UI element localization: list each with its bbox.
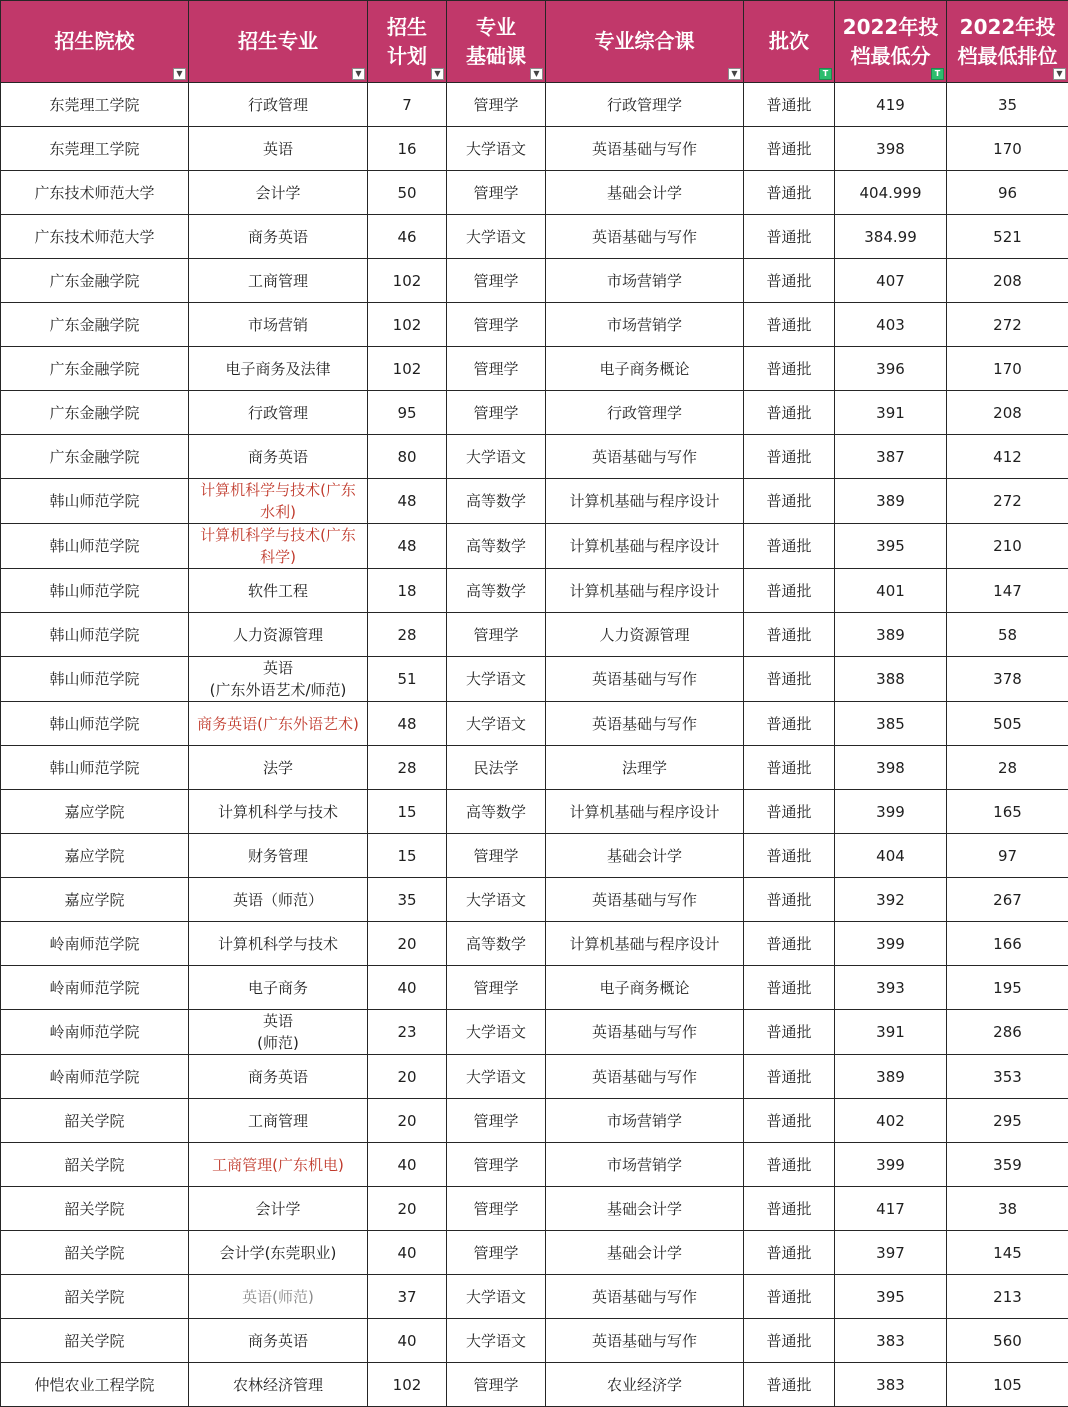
cell-major[interactable]: 财务管理 [189, 834, 368, 878]
cell-comprehensive-course[interactable]: 行政管理学 [546, 83, 744, 127]
cell-min-score[interactable]: 403 [835, 303, 947, 347]
cell-plan[interactable]: 35 [368, 878, 447, 922]
cell-min-rank[interactable]: 166 [947, 922, 1068, 966]
cell-school[interactable]: 岭南师范学院 [1, 966, 189, 1010]
cell-school[interactable]: 韩山师范学院 [1, 613, 189, 657]
cell-min-rank[interactable]: 359 [947, 1143, 1068, 1187]
table-header [1, 1, 1068, 83]
column-header-label: 批次 [746, 27, 832, 56]
cell-plan[interactable]: 40 [368, 1319, 447, 1363]
cell-batch[interactable]: 普通批 [744, 1143, 835, 1187]
cell-comprehensive-course[interactable]: 计算机基础与程序设计 [546, 569, 744, 613]
cell-min-rank[interactable]: 170 [947, 347, 1068, 391]
cell-min-rank[interactable]: 353 [947, 1055, 1068, 1099]
column-header-label: 专业 基础课 [449, 13, 543, 71]
table-row [1, 1187, 1068, 1231]
cell-batch[interactable]: 普通批 [744, 657, 835, 702]
cell-school[interactable]: 岭南师范学院 [1, 922, 189, 966]
cell-comprehensive-course[interactable]: 基础会计学 [546, 834, 744, 878]
table-row [1, 1319, 1068, 1363]
cell-comprehensive-course[interactable]: 英语基础与写作 [546, 1275, 744, 1319]
cell-batch[interactable]: 普通批 [744, 1187, 835, 1231]
cell-batch[interactable]: 普通批 [744, 303, 835, 347]
table-row [1, 215, 1068, 259]
cell-major[interactable]: 法学 [189, 746, 368, 790]
cell-min-rank[interactable]: 96 [947, 171, 1068, 215]
cell-major[interactable]: 市场营销 [189, 303, 368, 347]
cell-min-rank[interactable]: 170 [947, 127, 1068, 171]
cell-min-score[interactable]: 383 [835, 1319, 947, 1363]
cell-school[interactable]: 嘉应学院 [1, 878, 189, 922]
cell-min-score[interactable]: 399 [835, 922, 947, 966]
cell-min-score[interactable]: 396 [835, 347, 947, 391]
table-row [1, 127, 1068, 171]
filter-dropdown-icon[interactable]: ▼ [1053, 68, 1066, 80]
filter-dropdown-icon[interactable]: ▼ [352, 68, 365, 80]
table-row [1, 966, 1068, 1010]
cell-major[interactable]: 商务英语 [189, 1055, 368, 1099]
cell-min-score[interactable]: 398 [835, 127, 947, 171]
cell-school[interactable]: 广东技术师范大学 [1, 215, 189, 259]
cell-school[interactable]: 韩山师范学院 [1, 702, 189, 746]
table-row [1, 790, 1068, 834]
cell-batch[interactable]: 普通批 [744, 1363, 835, 1407]
cell-school[interactable]: 韶关学院 [1, 1319, 189, 1363]
cell-comprehensive-course[interactable]: 英语基础与写作 [546, 878, 744, 922]
cell-comprehensive-course[interactable]: 英语基础与写作 [546, 215, 744, 259]
cell-comprehensive-course[interactable]: 英语基础与写作 [546, 657, 744, 702]
cell-plan[interactable]: 20 [368, 1099, 447, 1143]
filter-dropdown-icon[interactable]: ▼ [530, 68, 543, 80]
cell-school[interactable]: 东莞理工学院 [1, 127, 189, 171]
cell-comprehensive-course[interactable]: 基础会计学 [546, 171, 744, 215]
cell-base-course[interactable]: 管理学 [447, 834, 546, 878]
table-body [1, 83, 1068, 1407]
cell-min-score[interactable]: 402 [835, 1099, 947, 1143]
table-row [1, 1010, 1068, 1055]
cell-batch[interactable]: 普通批 [744, 878, 835, 922]
cell-major[interactable]: 人力资源管理 [189, 613, 368, 657]
cell-min-score[interactable]: 399 [835, 790, 947, 834]
cell-plan[interactable]: 20 [368, 1187, 447, 1231]
cell-plan[interactable]: 37 [368, 1275, 447, 1319]
cell-major[interactable]: 英语(师范) [189, 1275, 368, 1319]
cell-major[interactable]: 英语 (广东外语艺术/师范) [189, 657, 368, 702]
cell-major[interactable]: 会计学(东莞职业) [189, 1231, 368, 1275]
cell-comprehensive-course[interactable]: 行政管理学 [546, 391, 744, 435]
cell-plan[interactable]: 51 [368, 657, 447, 702]
cell-min-rank[interactable]: 521 [947, 215, 1068, 259]
cell-min-rank[interactable]: 505 [947, 702, 1068, 746]
cell-plan[interactable]: 28 [368, 746, 447, 790]
column-header-label: 专业综合课 [548, 27, 741, 56]
cell-min-rank[interactable]: 272 [947, 303, 1068, 347]
cell-school[interactable]: 韶关学院 [1, 1187, 189, 1231]
cell-plan[interactable]: 40 [368, 1143, 447, 1187]
filter-active-icon[interactable]: T [819, 68, 832, 80]
cell-base-course[interactable]: 大学语文 [447, 127, 546, 171]
cell-base-course[interactable]: 管理学 [447, 259, 546, 303]
cell-base-course[interactable]: 管理学 [447, 1143, 546, 1187]
cell-comprehensive-course[interactable]: 计算机基础与程序设计 [546, 922, 744, 966]
cell-batch[interactable]: 普通批 [744, 524, 835, 569]
cell-comprehensive-course[interactable]: 电子商务概论 [546, 347, 744, 391]
cell-base-course[interactable]: 管理学 [447, 347, 546, 391]
cell-min-score[interactable]: 417 [835, 1187, 947, 1231]
cell-min-rank[interactable]: 28 [947, 746, 1068, 790]
cell-comprehensive-course[interactable]: 市场营销学 [546, 259, 744, 303]
cell-plan[interactable]: 16 [368, 127, 447, 171]
cell-min-score[interactable]: 399 [835, 1143, 947, 1187]
cell-base-course[interactable]: 大学语文 [447, 878, 546, 922]
cell-comprehensive-course[interactable]: 计算机基础与程序设计 [546, 524, 744, 569]
cell-min-rank[interactable]: 210 [947, 524, 1068, 569]
cell-batch[interactable]: 普通批 [744, 746, 835, 790]
cell-min-rank[interactable]: 378 [947, 657, 1068, 702]
cell-school[interactable]: 韶关学院 [1, 1143, 189, 1187]
cell-batch[interactable]: 普通批 [744, 613, 835, 657]
header-row [1, 1, 1068, 83]
cell-min-score[interactable]: 385 [835, 702, 947, 746]
cell-min-rank[interactable]: 267 [947, 878, 1068, 922]
cell-min-rank[interactable]: 97 [947, 834, 1068, 878]
cell-plan[interactable]: 18 [368, 569, 447, 613]
cell-plan[interactable]: 28 [368, 613, 447, 657]
cell-major[interactable]: 计算机科学与技术 [189, 790, 368, 834]
cell-school[interactable]: 韶关学院 [1, 1231, 189, 1275]
cell-min-rank[interactable]: 412 [947, 435, 1068, 479]
cell-school[interactable]: 嘉应学院 [1, 834, 189, 878]
cell-major[interactable]: 软件工程 [189, 569, 368, 613]
filter-dropdown-icon[interactable]: ▼ [173, 68, 186, 80]
cell-batch[interactable]: 普通批 [744, 569, 835, 613]
cell-major[interactable]: 英语（师范） [189, 878, 368, 922]
cell-min-rank[interactable]: 560 [947, 1319, 1068, 1363]
cell-major[interactable]: 英语 (师范) [189, 1010, 368, 1055]
cell-major[interactable]: 工商管理 [189, 1099, 368, 1143]
cell-plan[interactable]: 48 [368, 479, 447, 524]
cell-base-course[interactable]: 大学语文 [447, 657, 546, 702]
cell-major[interactable]: 电子商务 [189, 966, 368, 1010]
cell-plan[interactable]: 20 [368, 1055, 447, 1099]
cell-major[interactable]: 会计学 [189, 1187, 368, 1231]
cell-batch[interactable]: 普通批 [744, 1010, 835, 1055]
table-row [1, 1363, 1068, 1407]
cell-comprehensive-course[interactable]: 人力资源管理 [546, 613, 744, 657]
cell-min-score[interactable]: 388 [835, 657, 947, 702]
table-row [1, 569, 1068, 613]
cell-batch[interactable]: 普通批 [744, 171, 835, 215]
table-row [1, 391, 1068, 435]
cell-plan[interactable]: 48 [368, 524, 447, 569]
cell-base-course[interactable]: 大学语文 [447, 1275, 546, 1319]
table-row [1, 746, 1068, 790]
cell-comprehensive-course[interactable]: 计算机基础与程序设计 [546, 479, 744, 524]
table-row [1, 1099, 1068, 1143]
cell-base-course[interactable]: 管理学 [447, 171, 546, 215]
cell-batch[interactable]: 普通批 [744, 1099, 835, 1143]
cell-plan[interactable]: 15 [368, 834, 447, 878]
cell-min-score[interactable]: 401 [835, 569, 947, 613]
cell-base-course[interactable]: 高等数学 [447, 569, 546, 613]
cell-school[interactable]: 广东金融学院 [1, 391, 189, 435]
cell-min-score[interactable]: 383 [835, 1363, 947, 1407]
cell-comprehensive-course[interactable]: 计算机基础与程序设计 [546, 790, 744, 834]
filter-dropdown-icon[interactable]: ▼ [728, 68, 741, 80]
cell-min-score[interactable]: 404.999 [835, 171, 947, 215]
cell-base-course[interactable]: 大学语文 [447, 1010, 546, 1055]
cell-min-rank[interactable]: 286 [947, 1010, 1068, 1055]
cell-batch[interactable]: 普通批 [744, 1319, 835, 1363]
cell-min-score[interactable]: 384.99 [835, 215, 947, 259]
cell-min-rank[interactable]: 165 [947, 790, 1068, 834]
cell-comprehensive-course[interactable]: 英语基础与写作 [546, 1319, 744, 1363]
cell-min-score[interactable]: 419 [835, 83, 947, 127]
table-row [1, 524, 1068, 569]
column-header-label: 2022年投 档最低分 [837, 13, 944, 71]
cell-plan[interactable]: 46 [368, 215, 447, 259]
cell-min-rank[interactable]: 213 [947, 1275, 1068, 1319]
cell-base-course[interactable]: 管理学 [447, 391, 546, 435]
cell-min-rank[interactable]: 105 [947, 1363, 1068, 1407]
cell-plan[interactable]: 40 [368, 1231, 447, 1275]
table-row [1, 613, 1068, 657]
column-header-min-rank[interactable] [947, 1, 1068, 83]
cell-base-course[interactable]: 管理学 [447, 1187, 546, 1231]
column-header-label: 招生院校 [3, 27, 186, 56]
table-row [1, 702, 1068, 746]
cell-base-course[interactable]: 大学语文 [447, 1319, 546, 1363]
cell-school[interactable]: 韩山师范学院 [1, 479, 189, 524]
cell-min-score[interactable]: 389 [835, 479, 947, 524]
cell-school[interactable]: 韩山师范学院 [1, 657, 189, 702]
cell-batch[interactable]: 普通批 [744, 834, 835, 878]
cell-comprehensive-course[interactable]: 英语基础与写作 [546, 1010, 744, 1055]
column-header-batch[interactable] [744, 1, 835, 83]
cell-batch[interactable]: 普通批 [744, 259, 835, 303]
table-row [1, 303, 1068, 347]
cell-base-course[interactable]: 大学语文 [447, 215, 546, 259]
cell-min-score[interactable]: 404 [835, 834, 947, 878]
cell-school[interactable]: 广东金融学院 [1, 303, 189, 347]
cell-comprehensive-course[interactable]: 基础会计学 [546, 1231, 744, 1275]
cell-min-rank[interactable]: 208 [947, 259, 1068, 303]
cell-comprehensive-course[interactable]: 电子商务概论 [546, 966, 744, 1010]
cell-school[interactable]: 广东金融学院 [1, 435, 189, 479]
cell-school[interactable]: 韶关学院 [1, 1275, 189, 1319]
cell-school[interactable]: 广东技术师范大学 [1, 171, 189, 215]
cell-batch[interactable]: 普通批 [744, 966, 835, 1010]
cell-school[interactable]: 广东金融学院 [1, 347, 189, 391]
cell-comprehensive-course[interactable]: 市场营销学 [546, 1143, 744, 1187]
cell-major[interactable]: 计算机科学与技术(广东 水利) [189, 479, 368, 524]
cell-plan[interactable]: 80 [368, 435, 447, 479]
cell-major[interactable]: 农林经济管理 [189, 1363, 368, 1407]
cell-min-score[interactable]: 389 [835, 613, 947, 657]
column-header-label: 2022年投 档最低排位 [949, 13, 1066, 71]
cell-plan[interactable]: 23 [368, 1010, 447, 1055]
cell-min-score[interactable]: 387 [835, 435, 947, 479]
cell-base-course[interactable]: 管理学 [447, 1231, 546, 1275]
cell-batch[interactable]: 普通批 [744, 922, 835, 966]
cell-batch[interactable]: 普通批 [744, 1275, 835, 1319]
table-row [1, 347, 1068, 391]
cell-base-course[interactable]: 高等数学 [447, 922, 546, 966]
cell-min-rank[interactable]: 208 [947, 391, 1068, 435]
table-row [1, 922, 1068, 966]
table-row [1, 435, 1068, 479]
cell-plan[interactable]: 20 [368, 922, 447, 966]
cell-comprehensive-course[interactable]: 市场营销学 [546, 303, 744, 347]
filter-active-icon[interactable]: T [931, 68, 944, 80]
cell-plan[interactable]: 102 [368, 259, 447, 303]
cell-comprehensive-course[interactable]: 英语基础与写作 [546, 1055, 744, 1099]
cell-major[interactable]: 商务英语(广东外语艺术) [189, 702, 368, 746]
cell-base-course[interactable]: 高等数学 [447, 479, 546, 524]
cell-min-score[interactable]: 398 [835, 746, 947, 790]
cell-major[interactable]: 行政管理 [189, 83, 368, 127]
cell-batch[interactable]: 普通批 [744, 1055, 835, 1099]
cell-min-rank[interactable]: 38 [947, 1187, 1068, 1231]
cell-min-score[interactable]: 391 [835, 391, 947, 435]
cell-min-score[interactable]: 393 [835, 966, 947, 1010]
cell-min-score[interactable]: 395 [835, 524, 947, 569]
cell-base-course[interactable]: 管理学 [447, 1099, 546, 1143]
cell-batch[interactable]: 普通批 [744, 435, 835, 479]
cell-batch[interactable]: 普通批 [744, 1231, 835, 1275]
cell-base-course[interactable]: 大学语文 [447, 702, 546, 746]
cell-major[interactable]: 英语 [189, 127, 368, 171]
cell-major[interactable]: 行政管理 [189, 391, 368, 435]
cell-major[interactable]: 计算机科学与技术(广东 科学) [189, 524, 368, 569]
cell-min-score[interactable]: 389 [835, 1055, 947, 1099]
cell-base-course[interactable]: 管理学 [447, 966, 546, 1010]
cell-base-course[interactable]: 高等数学 [447, 790, 546, 834]
cell-major[interactable]: 商务英语 [189, 215, 368, 259]
cell-min-score[interactable]: 397 [835, 1231, 947, 1275]
table-row [1, 1275, 1068, 1319]
cell-plan[interactable]: 102 [368, 1363, 447, 1407]
table-row [1, 657, 1068, 702]
cell-school[interactable]: 韩山师范学院 [1, 746, 189, 790]
cell-batch[interactable]: 普通批 [744, 479, 835, 524]
cell-base-course[interactable]: 大学语文 [447, 1055, 546, 1099]
cell-comprehensive-course[interactable]: 法理学 [546, 746, 744, 790]
cell-batch[interactable]: 普通批 [744, 215, 835, 259]
cell-min-score[interactable]: 395 [835, 1275, 947, 1319]
table-row [1, 171, 1068, 215]
cell-school[interactable]: 嘉应学院 [1, 790, 189, 834]
column-header-label: 招生专业 [191, 27, 365, 56]
cell-comprehensive-course[interactable]: 英语基础与写作 [546, 702, 744, 746]
cell-base-course[interactable]: 管理学 [447, 1363, 546, 1407]
cell-plan[interactable]: 7 [368, 83, 447, 127]
cell-batch[interactable]: 普通批 [744, 702, 835, 746]
cell-school[interactable]: 仲恺农业工程学院 [1, 1363, 189, 1407]
cell-base-course[interactable]: 民法学 [447, 746, 546, 790]
table-row [1, 878, 1068, 922]
cell-school[interactable]: 岭南师范学院 [1, 1010, 189, 1055]
column-header-school[interactable] [1, 1, 189, 83]
cell-batch[interactable]: 普通批 [744, 347, 835, 391]
cell-major[interactable]: 商务英语 [189, 1319, 368, 1363]
cell-school[interactable]: 韩山师范学院 [1, 569, 189, 613]
cell-major[interactable]: 工商管理 [189, 259, 368, 303]
table-row [1, 259, 1068, 303]
cell-batch[interactable]: 普通批 [744, 127, 835, 171]
column-header-label: 招生 计划 [370, 13, 444, 71]
cell-plan[interactable]: 50 [368, 171, 447, 215]
column-header-plan[interactable] [368, 1, 447, 83]
cell-min-rank[interactable]: 35 [947, 83, 1068, 127]
cell-min-score[interactable]: 392 [835, 878, 947, 922]
filter-dropdown-icon[interactable]: ▼ [431, 68, 444, 80]
cell-school[interactable]: 广东金融学院 [1, 259, 189, 303]
cell-min-score[interactable]: 407 [835, 259, 947, 303]
cell-base-course[interactable]: 大学语文 [447, 435, 546, 479]
cell-plan[interactable]: 48 [368, 702, 447, 746]
cell-batch[interactable]: 普通批 [744, 83, 835, 127]
table-row [1, 1231, 1068, 1275]
table-row [1, 479, 1068, 524]
cell-min-rank[interactable]: 295 [947, 1099, 1068, 1143]
cell-major[interactable]: 电子商务及法律 [189, 347, 368, 391]
cell-comprehensive-course[interactable]: 英语基础与写作 [546, 435, 744, 479]
cell-base-course[interactable]: 高等数学 [447, 524, 546, 569]
table-row [1, 834, 1068, 878]
cell-base-course[interactable]: 管理学 [447, 303, 546, 347]
cell-plan[interactable]: 102 [368, 303, 447, 347]
cell-min-rank[interactable]: 272 [947, 479, 1068, 524]
cell-major[interactable]: 工商管理(广东机电) [189, 1143, 368, 1187]
column-header-major[interactable] [189, 1, 368, 83]
table-row [1, 83, 1068, 127]
cell-min-rank[interactable]: 58 [947, 613, 1068, 657]
column-header-base-course[interactable] [447, 1, 546, 83]
cell-base-course[interactable]: 管理学 [447, 613, 546, 657]
cell-school[interactable]: 韩山师范学院 [1, 524, 189, 569]
cell-school[interactable]: 韶关学院 [1, 1099, 189, 1143]
cell-batch[interactable]: 普通批 [744, 790, 835, 834]
cell-base-course[interactable]: 管理学 [447, 83, 546, 127]
cell-major[interactable]: 计算机科学与技术 [189, 922, 368, 966]
cell-min-rank[interactable]: 195 [947, 966, 1068, 1010]
cell-comprehensive-course[interactable]: 农业经济学 [546, 1363, 744, 1407]
cell-major[interactable]: 会计学 [189, 171, 368, 215]
cell-comprehensive-course[interactable]: 基础会计学 [546, 1187, 744, 1231]
cell-school[interactable]: 东莞理工学院 [1, 83, 189, 127]
cell-min-score[interactable]: 391 [835, 1010, 947, 1055]
column-header-min-score[interactable] [835, 1, 947, 83]
cell-min-rank[interactable]: 145 [947, 1231, 1068, 1275]
cell-school[interactable]: 岭南师范学院 [1, 1055, 189, 1099]
cell-min-rank[interactable]: 147 [947, 569, 1068, 613]
table-row [1, 1055, 1068, 1099]
cell-batch[interactable]: 普通批 [744, 391, 835, 435]
cell-comprehensive-course[interactable]: 英语基础与写作 [546, 127, 744, 171]
column-header-comprehensive-course[interactable] [546, 1, 744, 83]
cell-comprehensive-course[interactable]: 市场营销学 [546, 1099, 744, 1143]
cell-plan[interactable]: 15 [368, 790, 447, 834]
table-row [1, 1143, 1068, 1187]
cell-plan[interactable]: 95 [368, 391, 447, 435]
cell-plan[interactable]: 102 [368, 347, 447, 391]
cell-major[interactable]: 商务英语 [189, 435, 368, 479]
cell-plan[interactable]: 40 [368, 966, 447, 1010]
